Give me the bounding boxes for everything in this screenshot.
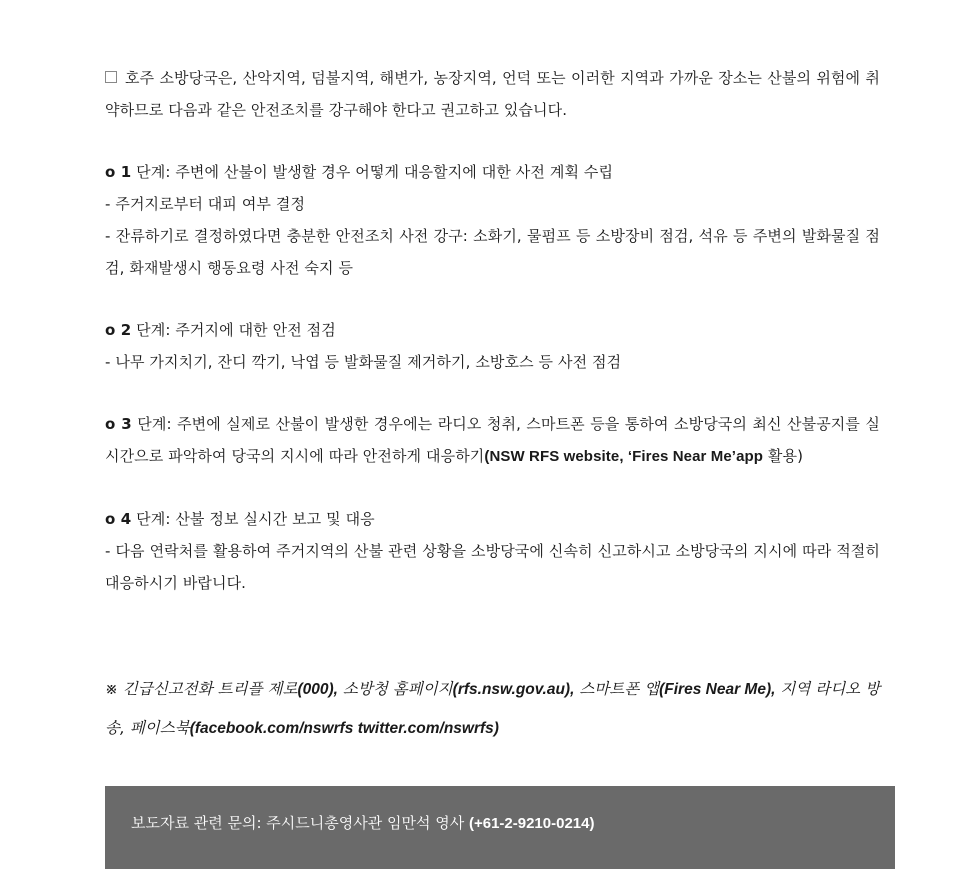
step-heading-tail: 활용) [763,447,804,465]
contact-label: 보도자료 관련 문의: 주시드니총영사관 임만석 영사 [131,814,465,832]
step-heading-text: 단계: 산불 정보 실시간 보고 및 대응 [136,510,375,528]
step-marker: o 3 [105,415,132,433]
step-line: - 다음 연락처를 활용하여 주거지역의 산불 관련 상황을 소방당국에 신속히 신고하시고 소방당국의 지시에 따라 적절히 대응하시기 바랍니다. [105,542,880,592]
note-emergency-number: (000), [297,681,338,698]
note-text: 스마트폰 앱 [574,680,660,698]
note-text: 소방청 홈페이지 [337,680,453,698]
step-line: - 잔류하기로 결정하였다면 충분한 안전조치 사전 강구: 소화기, 물펌프 등 소방장비 점검, 석유 등 주변의 발화물질 점검, 화재발생시 행동요령 사전 숙지 등 [105,227,880,277]
note-prefix: ※ 긴급신고전화 트리플 제로 [105,680,298,698]
square-bullet-icon [105,71,117,83]
step-line: - 주거지로부터 대피 여부 결정 [105,195,306,213]
step-line: - 나무 가지치기, 잔디 깍기, 낙엽 등 발화물질 제거하기, 소방호스 등 사전 점검 [105,353,622,371]
step-heading-text: 단계: 주변에 실제로 산불이 발생한 경우에는 라디오 청취, 스마트폰 등을 통하여 소방당국의 최신 산불공지를 실시간으로 파악하여 당국의 지시에 따라 안전하게 대응하기 [105,415,881,465]
note-social-links: (facebook.com/nswrfs twitter.com/nswrfs) [189,720,499,737]
step-marker: o 2 [105,321,132,339]
step-marker: o 1 [105,163,132,181]
step-heading-latin: (NSW RFS website, ‘Fires Near Me’app [484,448,764,465]
step-heading [105,503,880,535]
press-contact-box [105,786,895,869]
emergency-contacts-note [105,670,895,748]
step-1 [105,156,880,284]
step-heading-text: 단계: 주거지에 대한 안전 점검 [136,321,336,339]
intro-paragraph [105,62,880,126]
step-2 [105,314,880,378]
step-heading [105,156,880,188]
step-3 [105,408,880,473]
note-text: 지역 라디오 방송, 페이스북 [105,680,881,737]
step-4 [105,503,880,599]
step-heading [105,408,880,473]
step-heading [105,314,880,346]
step-marker: o 4 [105,510,132,528]
intro-text: 호주 소방당국은, 산악지역, 덤불지역, 해변가, 농장지역, 언덕 또는 이러한 지역과 가까운 장소는 산불의 위험에 취약하므로 다음과 같은 안전조치를 강구해야 한다고 권고하고 있습니다. [105,69,880,119]
step-heading-text: 단계: 주변에 산불이 발생할 경우 어떻게 대응할지에 대한 사전 계획 수립 [136,163,614,181]
document-body [105,62,880,599]
contact-phone: (+61-2-9210-0214) [468,815,595,832]
note-website: (rfs.nsw.gov.au), [452,681,575,698]
note-app: (Fires Near Me), [659,681,776,698]
